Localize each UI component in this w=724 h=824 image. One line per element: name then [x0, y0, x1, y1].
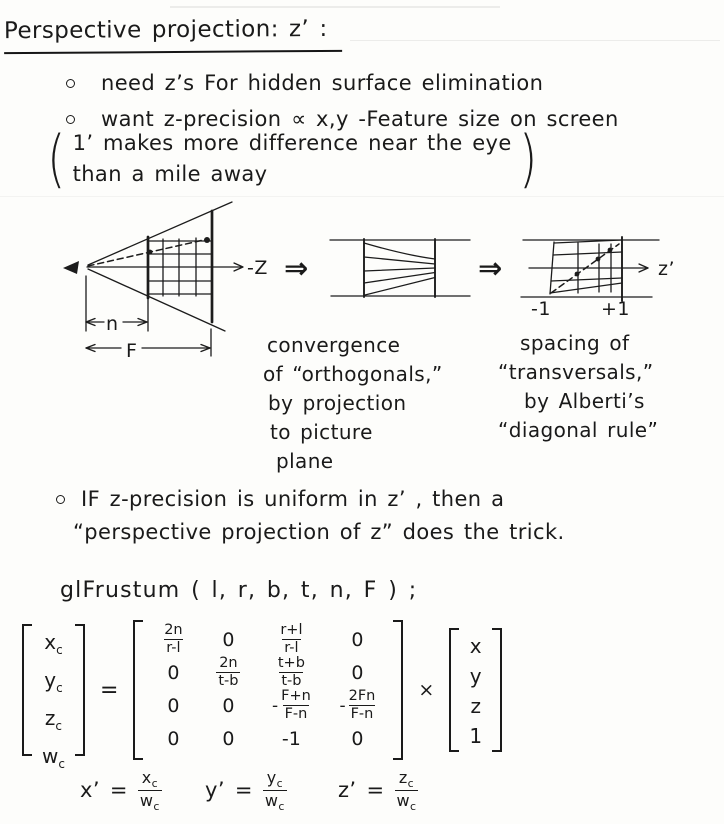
equals-sign: =	[99, 677, 119, 703]
caption-line: “transversals,”	[498, 360, 654, 384]
caption-line: “diagonal rule”	[498, 418, 659, 442]
transversals-diagram	[521, 237, 675, 320]
left-bracket	[133, 620, 143, 760]
equation-lhs: z’	[338, 778, 357, 803]
caption-line: by Alberti’s	[524, 389, 645, 413]
x-prime-equation: x’ = $\frac{x_c}{w_c}$	[80, 768, 160, 814]
matrix-cell: $\frac{t+b}{t-b}$	[277, 654, 305, 689]
bullet-text: want z-precision ∝ x,y -Feature size on screen	[101, 107, 619, 131]
equals-sign: =	[234, 778, 253, 803]
caption-spacing	[498, 329, 658, 445]
bullet-icon	[66, 79, 75, 88]
paren-line-1: 1’ makes more difference near the eye	[72, 131, 512, 155]
z-prime-equation: z’ = $\frac{z_c}{w_c}$	[338, 768, 417, 814]
times-sign: ×	[418, 679, 435, 701]
matrix-cell: $\frac{r+l}{r-l}$	[280, 621, 303, 656]
scan-streak	[170, 6, 500, 8]
paren-note	[44, 122, 540, 196]
close-paren: )	[518, 122, 538, 196]
equation-lhs: y’	[205, 778, 225, 803]
matrix-cell: $\frac{2n}{t-b}$	[218, 654, 239, 689]
matrix-cell: 0	[167, 727, 180, 750]
if-note-line-1: IF z-precision is uniform in z’ , then a	[81, 487, 505, 511]
vector-entry: $y_c$	[44, 668, 63, 695]
vector-entry: $z_c$	[44, 706, 63, 733]
eye-icon	[63, 261, 79, 274]
matrix-cell: 0	[351, 628, 364, 651]
right-bracket	[75, 624, 85, 756]
matrix-cell: 0	[222, 628, 235, 651]
open-paren: (	[47, 122, 66, 196]
input-vector	[449, 628, 502, 752]
caption-line: spacing of	[520, 331, 630, 355]
matrix-cell: 0	[222, 694, 235, 717]
matrix-cell: 0	[351, 661, 364, 684]
left-bracket	[22, 624, 32, 756]
converging-lines	[364, 243, 435, 295]
eye-frustum-diagram	[63, 202, 268, 362]
caption-line: convergence	[267, 333, 401, 357]
caption-line: of “orthogonals,”	[263, 362, 443, 386]
caption-line: by projection	[268, 391, 407, 415]
frustum-top-edge	[88, 202, 232, 265]
far-point-dot	[204, 237, 210, 243]
glfrustum-call: glFrustum ( l, r, b, t, n, F ) ;	[60, 578, 418, 603]
y-prime-equation: y’ = $\frac{y_c}{w_c}$	[205, 768, 285, 814]
diagonal-dot	[608, 248, 613, 253]
matrix-cell: - $\frac{F+n}{F-n}$	[271, 687, 311, 722]
clip-vector	[22, 624, 85, 771]
diagonal-dot	[596, 257, 601, 262]
diagonal-dot	[575, 272, 580, 277]
vector-entry: $w_c$	[42, 744, 65, 771]
if-note-line-2: “perspective projection of z” does the trick.	[73, 520, 565, 545]
neg-z-label: -Z	[247, 257, 268, 279]
near-distance-label: n	[106, 313, 119, 335]
right-bracket	[492, 628, 502, 752]
right-bracket	[393, 620, 403, 760]
vector-entry: y	[469, 664, 482, 688]
bullet-item-1	[66, 70, 543, 97]
matrix-cell: 0	[222, 727, 235, 750]
matrix-cell: $\frac{2n}{r-l}$	[164, 621, 183, 656]
equals-sign: =	[366, 778, 385, 803]
vector-entry: x	[469, 634, 482, 658]
bullet-item-3	[56, 486, 565, 547]
caption-line: plane	[276, 449, 334, 473]
page-title: Perspective projection: z’ :	[4, 15, 342, 54]
matrix-cell: -1	[281, 727, 301, 750]
matrix-cell: 0	[351, 727, 364, 750]
caption-convergence	[263, 331, 443, 476]
matrix-equation	[22, 620, 502, 771]
bullet-text: need z’s For hidden surface elimination	[101, 71, 544, 95]
scan-streak	[350, 40, 720, 41]
matrix-cell: 0	[167, 694, 180, 717]
vector-entry: $x_c$	[44, 630, 63, 657]
implies-arrow-2: ⇒	[478, 251, 503, 285]
caption-line: to picture	[270, 420, 373, 444]
vector-entry: 1	[469, 724, 483, 748]
tick-pos1-label: +1	[601, 298, 631, 320]
equals-sign: =	[109, 778, 128, 803]
equation-lhs: x’	[80, 778, 100, 803]
z-prime-label: z’	[658, 258, 676, 280]
paren-line-2: than a mile away	[72, 162, 268, 186]
orthogonals-diagram	[330, 239, 470, 297]
matrix-cell: 0	[167, 661, 180, 684]
projection-matrix	[133, 620, 403, 760]
near-point-dot	[148, 250, 153, 255]
tick-neg1-label: -1	[531, 298, 551, 320]
bullet-icon	[66, 115, 75, 124]
bullet-icon	[56, 495, 65, 504]
matrix-cell: - $\frac{2Fn}{F-n}$	[339, 687, 376, 722]
implies-arrow-1: ⇒	[284, 251, 309, 285]
vector-entry: z	[470, 694, 481, 718]
left-bracket	[449, 628, 459, 752]
far-distance-label: F	[126, 340, 138, 362]
